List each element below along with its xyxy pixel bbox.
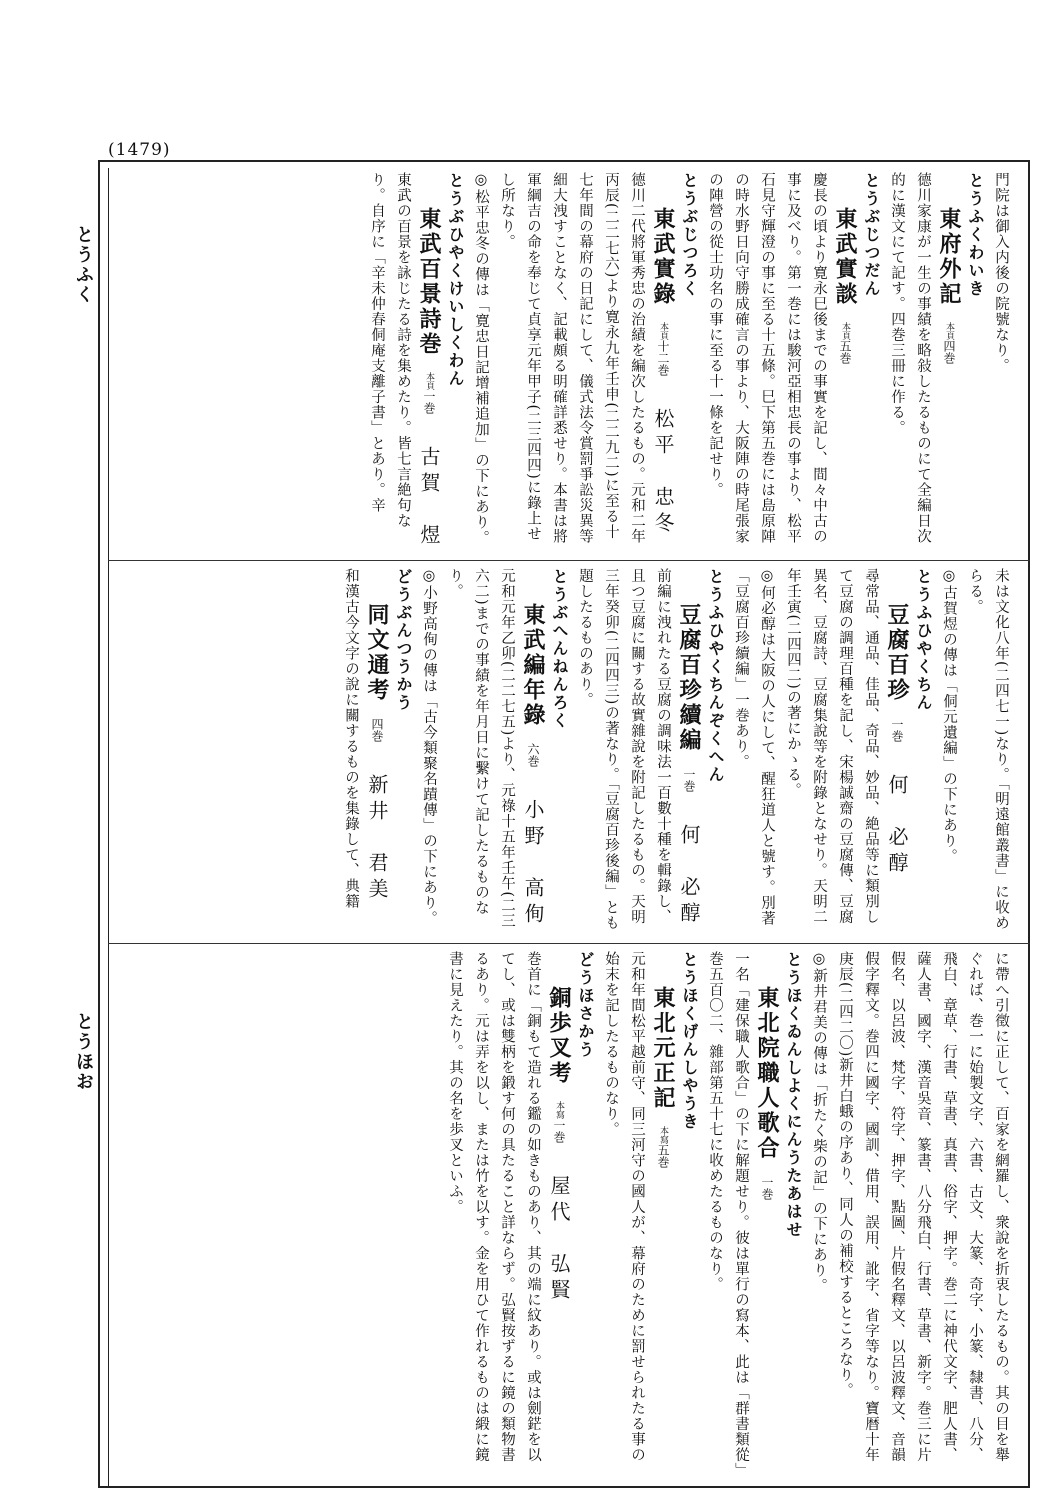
entry-author: 松平 忠冬 — [651, 407, 675, 538]
entry-reading: とうぶへんねんろく — [550, 568, 569, 730]
entry-volume-prefix: 本頁 — [658, 321, 668, 340]
entry-reading: とうふひやくちん — [914, 568, 933, 712]
entry-body: 前編に洩れたる豆腐の調味法一百數十種を輯錄し、且つ豆腐に關する故實雜說を附記したるもの。天明三年癸卯(二四四三)の著なり。「豆腐百珍後編」とも題したるものあり。 — [577, 568, 671, 931]
entry-title-text: 東武實談 — [832, 207, 858, 308]
entry-volume — [422, 372, 436, 414]
entry-reading: とうふくわいき — [966, 172, 985, 298]
entry-title-text: 同文通考 — [364, 603, 390, 704]
entry-volume-count: 一巻 — [552, 1118, 566, 1143]
entry-body: 未は文化八年(二四七一)なり。「明遠館叢書」に收めらる。 — [967, 568, 1009, 931]
entry-volume-count: 四巻 — [942, 339, 956, 364]
entry-title — [754, 951, 780, 1471]
entry-title — [650, 951, 676, 1471]
entry-reading: とうほくげんしやうき — [680, 951, 699, 1131]
entry-volume-count: 一巻 — [890, 717, 904, 742]
entry-note: ◎小野高侚の傳は「古今類聚名蹟傳」の下にあり。 — [421, 568, 437, 926]
entry-volume — [552, 1101, 566, 1143]
entry-body: 巻首に「銅もて造れる鑑の如きものあり、其の端に紋あり。或は劍鋩を以てし、或は雙柄を鍛す何の具たること詳ならず。弘賢按ずるに鏡の類物書るあり。元は弄を以し、または竹を以す。金を用ひて作れるものは緞に鏡書に見えたり。其の名を歩叉といふ。 — [447, 951, 541, 1463]
entry-volume-prefix: 本頁 — [944, 321, 954, 340]
entry-body: 尋常品、通品、佳品、奇品、妙品、絶品等に類別して豆腐の調理百種を記し、宋楊誠齋の豆腐傳、豆腐異名、豆腐詩、豆腐集說等を附錄となせり。天明二年壬寅(二四四二)の著にかゝる。 — [785, 568, 879, 925]
entry-title-text: 東武百景詩巻 — [416, 207, 442, 358]
entry-title-text: 豆腐百珍續編 — [676, 603, 702, 754]
entry-body: 和漢古今文字の說に關するものを集錄して、典籍 — [343, 568, 359, 909]
entry-author: 屋代 弘賢 — [547, 1174, 571, 1305]
entry-author: 新井 君美 — [365, 773, 389, 904]
entry-title — [650, 172, 676, 552]
tier-divider — [108, 560, 1030, 561]
entry-title-text: 東武實錄 — [650, 207, 676, 308]
entry-title — [416, 172, 442, 552]
entry-author: 何 必醇 — [885, 773, 909, 878]
entry-body: 一名「建保職人歌合」の下に解題せり。彼は單行の寫本、此は「群書類從」巻五百〇二、雜部第五十七に收めたるものなり。 — [707, 951, 749, 1471]
entry-volume-prefix: 本寫 — [658, 1125, 668, 1144]
entry-volume-count: 十二巻 — [656, 339, 670, 376]
entry-volume-count: 一巻 — [760, 1175, 774, 1200]
entry-reading: どうぶんつうかう — [394, 568, 413, 712]
entry-reading: とうぶじつろく — [680, 172, 699, 298]
entry-reading: とうふひやくちんぞくへん — [706, 568, 725, 784]
entry-volume — [526, 743, 540, 767]
tier-lower — [112, 951, 1014, 1471]
entry-volume-count: 四巻 — [370, 717, 384, 742]
entry-title — [832, 172, 858, 552]
entry-volume-prefix: 本頁 — [840, 321, 850, 340]
page-number: (1479) — [108, 140, 171, 160]
entry-volume — [838, 322, 852, 364]
entry-note: ◎新井君美の傳は「折たく柴の記」の下にあり。 — [811, 951, 827, 1294]
tier-middle — [112, 568, 1014, 936]
entry-body: 門院は御入内後の院號なり。 — [993, 172, 1009, 374]
entry-volume-prefix: 本頁 — [424, 371, 434, 390]
entry-title-text: 東北院職人歌合 — [754, 986, 780, 1162]
entry-title — [520, 568, 546, 936]
entry-title-text: 東武編年錄 — [520, 603, 546, 729]
entry-note: ◎古賀煜の傳は「侗元遺編」の下にあり。 — [941, 568, 957, 864]
entry-body: 元和元年乙卯(二二七五)より、元祿十五年壬午(二三六二)までの事績を年月日に繫けて記したるものなり。 — [447, 568, 515, 929]
margin-header-bottom: とうほお — [73, 1012, 94, 1092]
entry-reading: どうほさかう — [576, 951, 595, 1059]
entry-body: 慶長の頃より寛永巳後までの事實を記し、間々中古の事に及べり。第一巻には駿河亞相忠長の事より、松平石見守輝澄の事に至る十五條。巳下第五巻には島原陣の時水野日向守勝成確言の事より、大阪陣の時尾張家の陣營の從士功名の事に至る十一條を記せり。 — [707, 172, 827, 544]
entry-note: ◎松平忠冬の傳は「寛忠日記增補追加」の下にあり。 — [473, 172, 489, 546]
entry-volume — [656, 322, 670, 376]
entry-title — [676, 568, 702, 936]
entry-title — [936, 172, 962, 552]
entry-title-text: 銅歩叉考 — [546, 986, 572, 1087]
entry-title — [364, 568, 390, 936]
tier-upper — [112, 172, 1014, 552]
entry-note: ◎何必醇は大阪の人にして、醒狂道人と號す。別著「豆腐百珍續編」一巻あり。 — [733, 568, 775, 926]
entry-volume — [890, 718, 904, 742]
entry-author: 古賀 煜 — [417, 445, 441, 550]
entry-volume-count: 五巻 — [656, 1143, 670, 1168]
margin-header-top: とうふく — [73, 225, 94, 305]
entry-volume-count: 六巻 — [526, 742, 540, 767]
entry-reading: とうぶひやくけいしくわん — [446, 172, 465, 388]
entry-reading: とうぶじつだん — [862, 172, 881, 298]
entry-volume — [760, 1176, 774, 1200]
entry-body: に帶へ引徵に正して、百家を網羅し、衆說を折衷したるもの。其の目を舉ぐれば、巻一に始製文字、六書、古文、大篆、奇字、小篆、隸書、八分、飛白、章草、行書、草書、真書、俗字、押字。巻二に神代文字、肥人書、薩人書、國字、漢音吳音、篆書、八分飛白、行書、草書、新字。巻三に片假名、以呂波、梵字、符字、押字、點圖、片假名釋文、以呂波釋文、音韻假字釋文。巻四に國字、國訓、借用、誤用、訛字、省字等なり。寶暦十年庚辰(二四二〇)新井白蛾の序あり、同人の補校するところなり。 — [837, 951, 1009, 1463]
entry-author: 小野 高侚 — [521, 798, 545, 929]
entry-title — [546, 951, 572, 1471]
entry-title-text: 東府外記 — [936, 207, 962, 308]
entry-body: 德川二代將軍秀忠の治績を編次したるもの。元和二年丙辰(二二七六)より寛永九年壬申(二二九二)に至る十七年間の幕府の日記にして、儀式法令賞罰爭訟災異等細大洩すことなく、記載頗る明確詳悉せり。本書は將軍綱吉の命を奉じて貞享元年甲子(二三四四)に錄上せし所なり。 — [499, 172, 645, 544]
entry-volume — [942, 322, 956, 364]
entry-title-text: 東北元正記 — [650, 986, 676, 1112]
entry-volume — [370, 718, 384, 742]
entry-body: 德川家康が一生の事績を略敍したるものにて全編日次的に漢文にて記す。四巻三冊に作る。 — [889, 172, 931, 544]
entry-body: 東武の百景を詠じたる詩を集めたり。皆七言絶句なり。自序に「辛未仲春侗庵支離子書」とあり。辛 — [369, 172, 411, 529]
entry-author: 何 必醇 — [677, 823, 701, 928]
entry-body: 元和年間松平越前守、同三河守の國人が、幕府のために罰せられたる事の始末を記したるものなり。 — [603, 951, 645, 1463]
entry-volume-count: 一巻 — [422, 389, 436, 414]
entry-volume — [656, 1126, 670, 1168]
tier-divider — [108, 943, 1030, 944]
entry-volume-prefix: 本寫 — [554, 1100, 564, 1119]
entry-reading: とうほくゐんしよくにんうたあはせ — [784, 951, 803, 1239]
entry-title-text: 豆腐百珍 — [884, 603, 910, 704]
entry-volume-count: 五巻 — [838, 339, 852, 364]
entry-volume-count: 一巻 — [682, 767, 696, 792]
entry-volume — [682, 768, 696, 792]
entry-title — [884, 568, 910, 936]
